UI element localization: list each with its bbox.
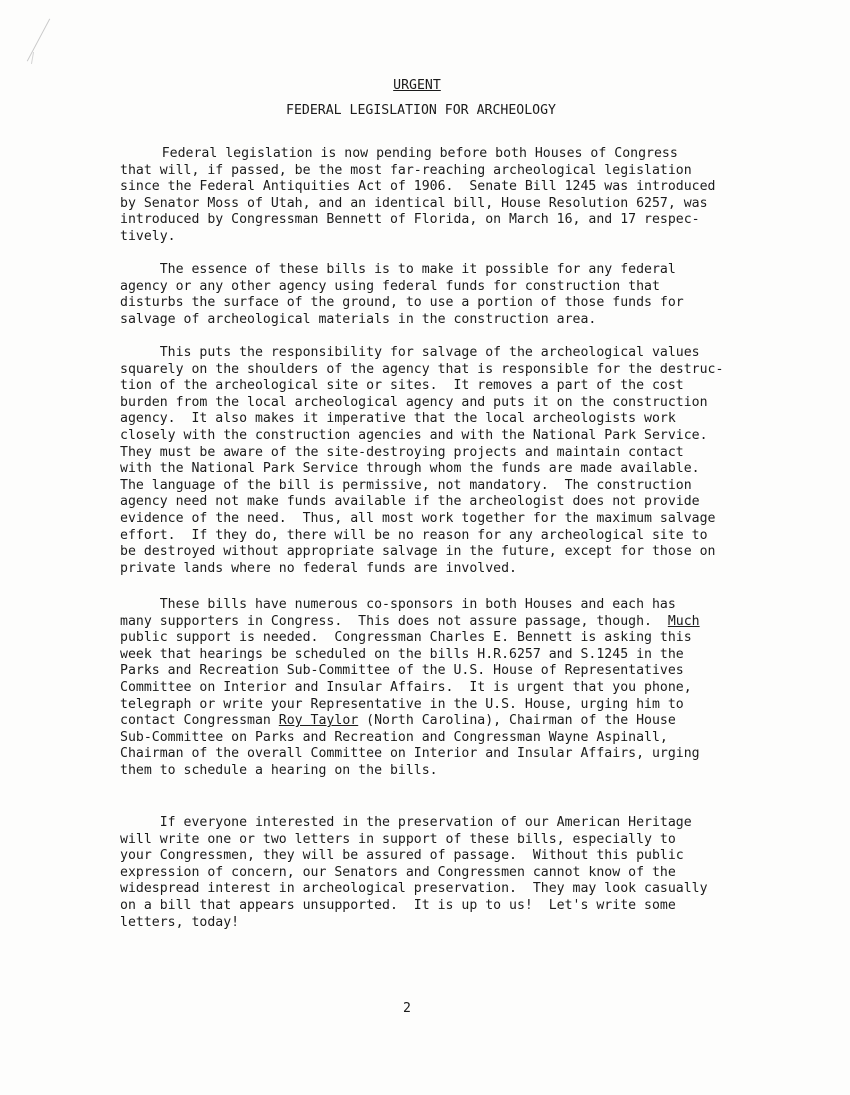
paragraph-4-line — [120, 713, 676, 729]
paragraph-3-line — [120, 544, 715, 560]
paragraph-1-line — [120, 196, 708, 212]
paragraph-3-line — [120, 411, 676, 427]
paragraph-2-line — [120, 262, 676, 278]
line-text: The essence of these bills is to make it possible for any federal — [120, 262, 676, 277]
paragraph-3-line — [120, 345, 700, 361]
paragraph-3-line — [120, 511, 715, 527]
line-text: since the Federal Antiquities Act of 1906. Senate Bill 1245 was introduced — [120, 179, 716, 195]
paragraph-3-line — [120, 461, 700, 477]
paragraph-2-line — [120, 312, 596, 328]
paragraph-4-line — [120, 746, 700, 762]
line-text: private lands where no federal funds are involved. — [120, 560, 517, 576]
line-text: week that hearings be scheduled on the bills H.R.6257 and S.1245 in the — [120, 646, 684, 662]
paragraph-5-line — [120, 881, 708, 897]
paragraph-3-line — [120, 378, 684, 394]
line-text: The language of the bill is permissive, not mandatory. The construction — [120, 477, 692, 493]
paragraph-3-line — [120, 561, 517, 577]
paragraph-3-line — [120, 528, 708, 544]
line-text: introduced by Congressman Bennett of Florida, on March 16, and 17 respec- — [120, 212, 700, 228]
line-text: This puts the responsibility for salvage of the archeological values — [120, 345, 700, 360]
line-text: evidence of the need. Thus, all most work together for the maximum salvage — [120, 511, 716, 526]
paragraph-1-line — [120, 212, 700, 228]
line-text: Sub-Committee on Parks and Recreation and Congressman Wayne Aspinall, — [120, 729, 668, 745]
paragraph-5-line — [120, 832, 676, 848]
paragraph-4-line — [120, 630, 692, 646]
line-text: Committee on Interior and Insular Affairs. It is urgent that you phone, — [120, 680, 692, 695]
line-text: your Congressmen, they will be assured of passage. Without this public — [120, 848, 684, 864]
line-text: disturbs the surface of the ground, to use a portion of those funds for — [120, 295, 684, 311]
line-text: them to schedule a hearing on the bills. — [120, 763, 438, 778]
paper-scratch-mark — [27, 19, 50, 62]
paragraph-1-line — [120, 229, 176, 245]
line-text: with the National Park Service through whom the funds are made available. — [120, 461, 700, 477]
line-text-continued: (North Carolina), Chairman of the House — [358, 713, 676, 729]
underlined-text: Roy Taylor — [278, 713, 359, 729]
paragraph-1-line — [122, 146, 678, 162]
paragraph-3-line — [120, 445, 684, 461]
paragraph-4-line — [120, 597, 676, 613]
line-text: burden from the local archeological agency and puts it on the construction — [120, 394, 708, 410]
paragraph-3-line — [120, 362, 723, 378]
line-text: public support is needed. Congressman Charles E. Bennett is asking this — [120, 630, 692, 646]
paragraph-4-line — [120, 763, 438, 779]
paragraph-2-line — [120, 279, 660, 295]
line-text: Chairman of the overall Committee on Interior and Insular Affairs, urging — [120, 746, 700, 762]
paragraph-1-line — [120, 163, 692, 179]
line-text: telegraph or write your Representative in the U.S. House, urging him to — [120, 696, 684, 712]
paragraph-2-line — [120, 295, 684, 311]
page-number: 2 — [403, 1001, 411, 1016]
line-text: expression of concern, our Senators and Congressmen cannot know of the — [120, 864, 676, 880]
paragraph-3-line — [120, 494, 700, 510]
paragraph-3-line — [120, 428, 708, 444]
paragraph-4-line — [120, 647, 684, 663]
line-text: Parks and Recreation Sub-Committee of the U.S. House of Representatives — [120, 663, 684, 679]
line-text: by Senator Moss of Utah, and an identical bill, House Resolution 6257, was — [120, 195, 708, 211]
line-text: salvage of archeological materials in the construction area. — [120, 311, 597, 327]
paragraph-5-line — [120, 815, 692, 831]
line-text: contact Congressman — [120, 713, 279, 729]
line-text: Federal legislation is now pending before both Houses of Congress — [122, 146, 678, 161]
line-text: agency or any other agency using federal funds for construction that — [120, 278, 660, 294]
paragraph-4-line — [120, 730, 668, 746]
paragraph-4-line — [120, 697, 684, 713]
line-text: squarely on the shoulders of the agency that is responsible for the destruc- — [120, 361, 724, 377]
line-text: effort. If they do, there will be no reason for any archeological site to — [120, 527, 708, 543]
line-text: will write one or two letters in support of these bills, especially to — [120, 831, 676, 847]
line-text: tion of the archeological site or sites. It removes a part of the cost — [120, 378, 684, 394]
paragraph-5-line — [120, 898, 676, 914]
line-text: These bills have numerous co-sponsors in both Houses and each has — [120, 597, 676, 612]
line-text: be destroyed without appropriate salvage in the future, except for those on — [120, 544, 716, 560]
line-text: that will, if passed, be the most far-reaching archeological legislation — [120, 162, 692, 178]
line-text: If everyone interested in the preservation of our American Heritage — [120, 815, 692, 830]
paragraph-3-line — [120, 395, 708, 411]
line-text: on a bill that appears unsupported. It is up to us! Let's write some — [120, 898, 676, 913]
paragraph-5-line — [120, 848, 684, 864]
paragraph-4-line — [120, 614, 700, 630]
line-text: tively. — [120, 229, 176, 244]
document-title: FEDERAL LEGISLATION FOR ARCHEOLOGY — [286, 103, 556, 118]
line-text: They must be aware of the site-destroying projects and maintain contact — [120, 444, 684, 460]
paragraph-3-line — [120, 478, 692, 494]
underlined-text: Much — [667, 613, 700, 629]
paragraph-5-line — [120, 915, 239, 931]
paragraph-5-line — [120, 865, 676, 881]
paragraph-1-line — [120, 179, 715, 195]
line-text: widespread interest in archeological preservation. They may look casually — [120, 881, 708, 897]
paragraph-4-line — [120, 663, 684, 679]
line-text: agency. It also makes it imperative that the local archeologists work — [120, 411, 676, 427]
line-text: agency need not make funds available if the archeologist does not provide — [120, 494, 700, 510]
paragraph-4-line — [120, 680, 692, 696]
line-text: many supporters in Congress. This does not assure passage, though. — [120, 613, 668, 629]
urgent-heading: URGENT — [393, 78, 441, 93]
line-text: closely with the construction agencies and with the National Park Service. — [120, 428, 708, 443]
line-text: letters, today! — [120, 914, 240, 930]
